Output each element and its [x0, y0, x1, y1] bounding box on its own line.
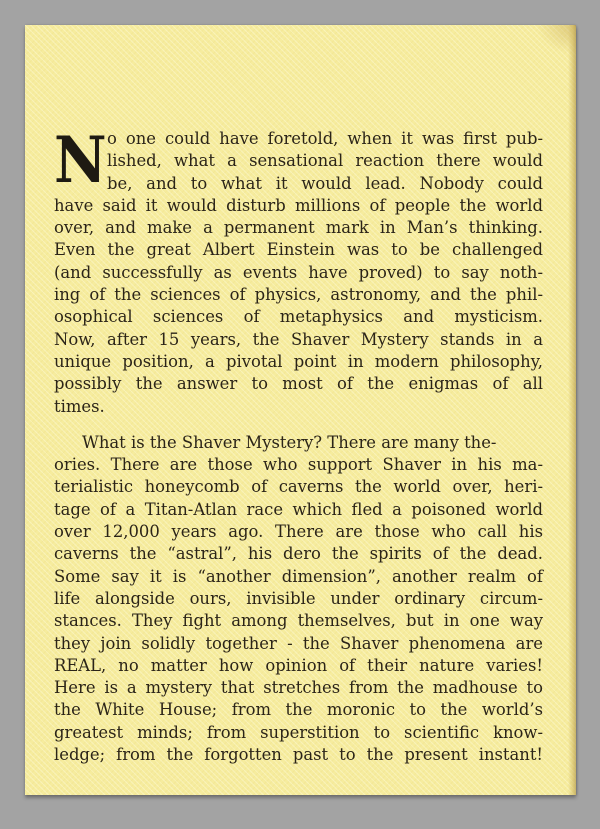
text-line: terialistic honeycomb of caverns the world over, heri-	[54, 477, 543, 497]
text-line: lished, what a sensational reaction there would	[107, 151, 543, 171]
text-line: What is the Shaver Mystery? There are many the-	[82, 432, 497, 452]
text-line: over, and make a permanent mark in Man’s thinking.	[54, 218, 543, 238]
text-line: o one could have foretold, when it was first pub-	[107, 129, 543, 148]
text-line: over 12,000 years ago. There are those who call his	[54, 522, 543, 542]
text-line: stances. They fight among themselves, but in one way	[54, 611, 543, 631]
text-line: greatest minds; from superstition to scientific know-	[54, 722, 543, 742]
text-line: be, and to what it would lead. Nobody could	[107, 173, 543, 193]
text-line: caverns the “astral”, his dero the spirits of the dead.	[54, 544, 543, 564]
text-line: tage of a Titan-Atlan race which fled a poisoned world	[54, 499, 543, 519]
text-line: unique position, a pivotal point in modern philosophy,	[54, 351, 543, 371]
text-line: (and successfully as events have proved) to say noth-	[54, 262, 543, 282]
text-line: Some say it is “another dimension”, another realm of	[54, 566, 543, 586]
text-line: life alongside ours, invisible under ordinary circum-	[54, 588, 543, 608]
text-line: ories. There are those who support Shaver in his ma-	[54, 455, 543, 475]
drop-cap: N	[54, 123, 107, 198]
blurb-text	[54, 123, 543, 766]
book-back-cover	[25, 25, 576, 795]
text-line: have said it would disturb millions of people the world	[54, 195, 543, 215]
text-line: osophical sciences of metaphysics and mysticism.	[54, 307, 543, 327]
text-line: ledge; from the forgotten past to the present instant!	[54, 745, 543, 765]
text-line: Even the great Albert Einstein was to be challenged	[54, 240, 543, 260]
text-line: Now, after 15 years, the Shaver Mystery stands in a	[54, 329, 543, 349]
text-line: the White House; from the moronic to the world’s	[54, 700, 543, 720]
text-line: REAL, no matter how opinion of their nature varies!	[54, 655, 543, 675]
text-line: they join solidly together - the Shaver phenomena are	[54, 633, 543, 653]
text-line: possibly the answer to most of the enigmas of all	[54, 374, 543, 394]
text-line: ing of the sciences of physics, astronomy, and the phil-	[54, 285, 543, 305]
worn-corner	[536, 25, 576, 55]
text-line: times.	[54, 396, 105, 416]
paragraph-1	[54, 123, 543, 418]
paragraph-2	[54, 432, 543, 766]
text-line: Here is a mystery that stretches from the madhouse to	[54, 678, 543, 698]
